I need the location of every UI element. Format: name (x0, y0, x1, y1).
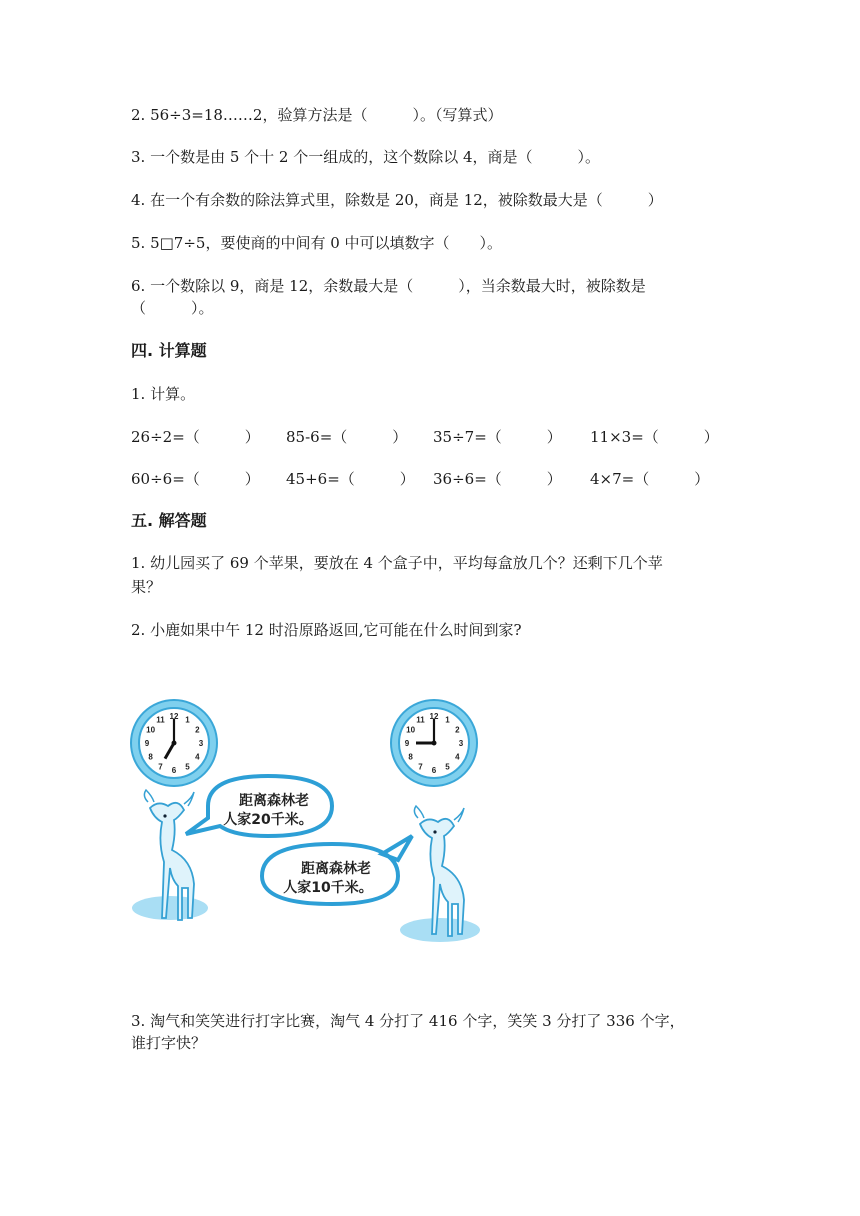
calc-item: 11×3=（ ） (590, 428, 719, 446)
bubble-left-line-1: 距离森林老 (239, 793, 309, 809)
clock-numeral: 8 (408, 752, 413, 762)
section-5-question-3-line-2: 谁打字快？ (131, 1034, 207, 1052)
clock-numeral: 5 (445, 762, 450, 772)
clock-numeral: 3 (198, 739, 204, 748)
clock-numeral: 1 (185, 715, 190, 725)
clock-numeral: 1 (445, 715, 450, 725)
section-5-question-1-line-2: 果？ (131, 578, 162, 596)
clock-numeral: 3 (458, 739, 464, 748)
clock-numeral: 9 (404, 739, 410, 748)
clock-numeral: 10 (406, 725, 416, 735)
question-2: 2. 56÷3=18……2，验算方法是（ ）。（写算式） (131, 106, 503, 124)
clock-numeral: 12 (429, 712, 439, 721)
deer-clock-illustration (128, 698, 480, 948)
clock-numeral: 9 (144, 739, 150, 748)
calc-item: 26÷2=（ ） (131, 428, 260, 446)
question-4: 4. 在一个有余数的除法算式里，除数是 20，商是 12，被除数最大是（ ） (131, 191, 663, 209)
clock-numeral: 12 (169, 712, 179, 721)
clock-numeral: 8 (148, 752, 153, 762)
section-5-title: 五. 解答题 (131, 511, 207, 530)
deer-right-icon (400, 806, 480, 942)
question-6-line-2: （ ）。 (131, 299, 214, 317)
clock-numeral: 4 (455, 752, 460, 762)
clock-left-icon (131, 700, 217, 786)
clock-numeral: 7 (158, 762, 163, 772)
calc-item: 45+6=（ ） (286, 470, 415, 488)
clock-numeral: 6 (171, 766, 177, 775)
speech-bubble-right (262, 836, 412, 904)
deer-left-icon (132, 790, 208, 920)
clock-numeral: 4 (195, 752, 200, 762)
clock-numeral: 11 (416, 715, 425, 725)
section-4-question-1: 1. 计算。 (131, 385, 196, 403)
clock-numeral: 2 (455, 725, 460, 735)
bubble-right-line-1: 距离森林老 (301, 861, 371, 877)
calc-item: 4×7=（ ） (590, 470, 710, 488)
calc-item: 36÷6=（ ） (433, 470, 562, 488)
clock-numeral: 11 (156, 715, 165, 725)
calc-item: 35÷7=（ ） (433, 428, 562, 446)
clock-numeral: 5 (185, 762, 190, 772)
clock-numeral: 7 (418, 762, 423, 772)
calc-item: 85-6=（ ） (286, 428, 408, 446)
question-5: 5. 5□7÷5，要使商的中间有 0 中可以填数字（ ）。 (131, 234, 503, 252)
section-5-question-1-line-1: 1. 幼儿园买了 69 个苹果，要放在 4 个盒子中，平均每盒放几个？还剩下几个苹 (131, 554, 663, 572)
calc-item: 60÷6=（ ） (131, 470, 260, 488)
clock-numeral: 6 (431, 766, 437, 775)
clock-numeral: 2 (195, 725, 200, 735)
question-3: 3. 一个数是由 5 个十 2 个一组成的，这个数除以 4，商是（ ）。 (131, 148, 601, 166)
question-6-line-1: 6. 一个数除以 9，商是 12，余数最大是（ ），当余数最大时，被除数是 (131, 277, 646, 295)
speech-bubble-left (186, 776, 332, 836)
clock-numeral: 10 (146, 725, 156, 735)
bubble-left-line-2: 人家20千米。 (223, 812, 313, 828)
clock-right-icon (391, 700, 477, 786)
bubble-right-line-2: 人家10千米。 (283, 880, 373, 896)
section-5-question-2: 2. 小鹿如果中午 12 时沿原路返回,它可能在什么时间到家? (131, 621, 522, 639)
section-4-title: 四. 计算题 (131, 341, 207, 360)
section-5-question-3-line-1: 3. 淘气和笑笑进行打字比赛，淘气 4 分打了 416 个字，笑笑 3 分打了 336 个字， (131, 1012, 685, 1030)
